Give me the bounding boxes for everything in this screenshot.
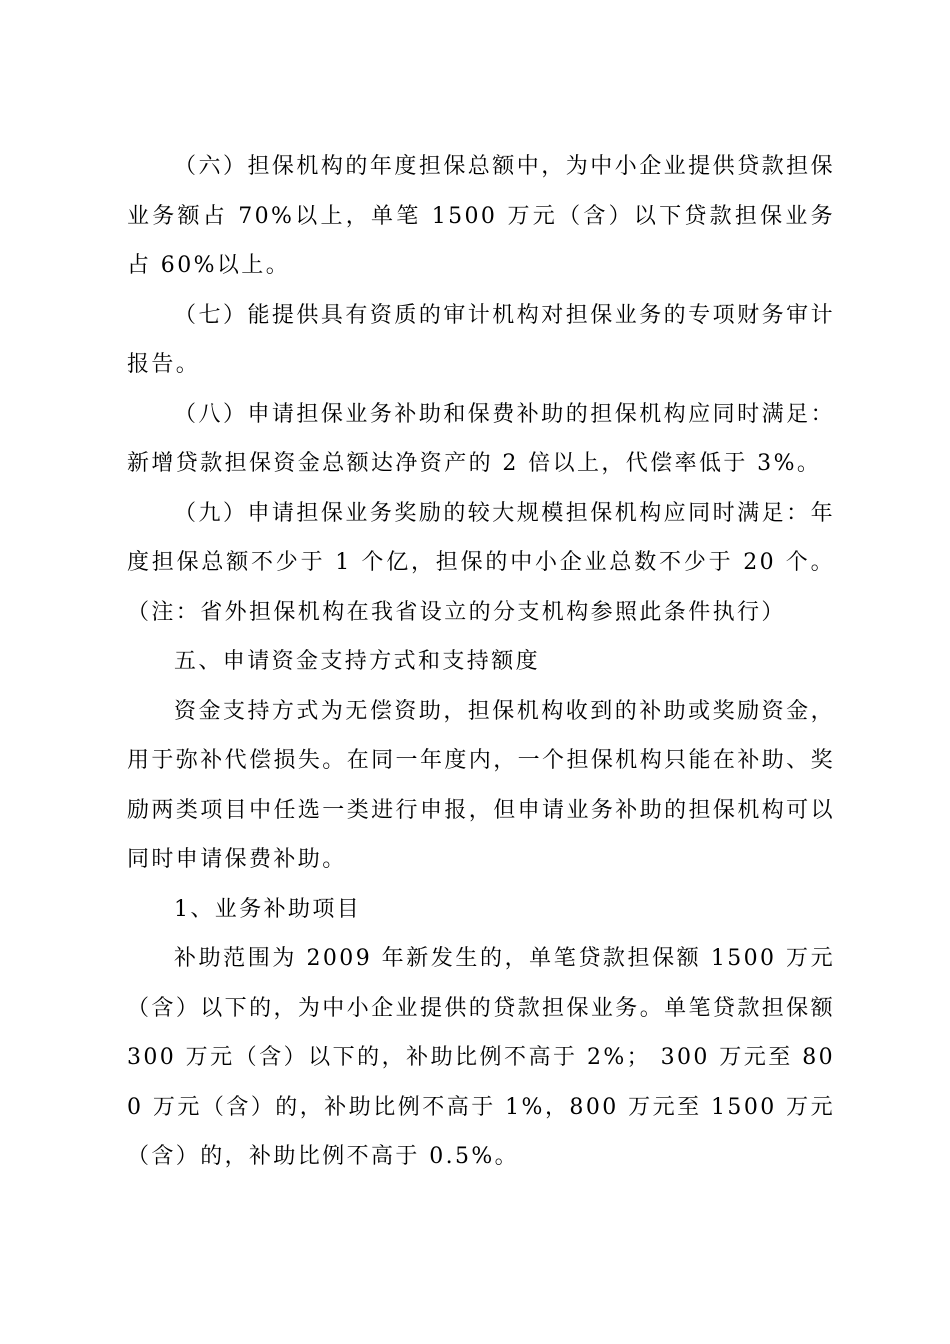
- paragraph-subsidy-scope: 补助范围为 2009 年新发生的，单笔贷款担保额 1500 万元（含）以下的，为中小企业提供的贷款担保业务。单笔贷款担保额 300 万元（含）以下的，补助比例不高于 2%； 300 万元至 800 万元（含）的，补助比例不高于 1%，800 万元至 1500 万元（含）的，补助比例不高于 0.5%。: [127, 946, 835, 1169]
- section-heading-5: 五、申请资金支持方式和支持额度: [174, 649, 541, 674]
- paragraph-item-9: （九）申请担保业务奖励的较大规模担保机构应同时满足：年度担保总额不少于 1 个亿，担保的中小企业总数不少于 20 个。（注：省外担保机构在我省设立的分支机构参照此条件执行）: [127, 500, 835, 625]
- paragraph-item-8: （八）申请担保业务补助和保费补助的担保机构应同时满足：新增贷款担保资金总额达净资产的 2 倍以上，代偿率低于 3%。: [127, 401, 835, 476]
- subsection-heading-1: 1、业务补助项目: [174, 896, 362, 922]
- document-body: [127, 142, 835, 1182]
- paragraph-item-6: （六）担保机构的年度担保总额中，为中小企业提供贷款担保业务额占 70%以上，单笔 1500 万元（含）以下贷款担保业务占 60%以上。: [127, 154, 835, 278]
- paragraph-funding-method: 资金支持方式为无偿资助，担保机构收到的补助或奖励资金，用于弥补代偿损失。在同一年度内，一个担保机构只能在补助、奖励两类项目中任选一类进行申报，但申请业务补助的担保机构可以同时申请保费补助。: [127, 698, 835, 872]
- paragraph-item-7: （七）能提供具有资质的审计机构对担保业务的专项财务审计报告。: [127, 302, 835, 377]
